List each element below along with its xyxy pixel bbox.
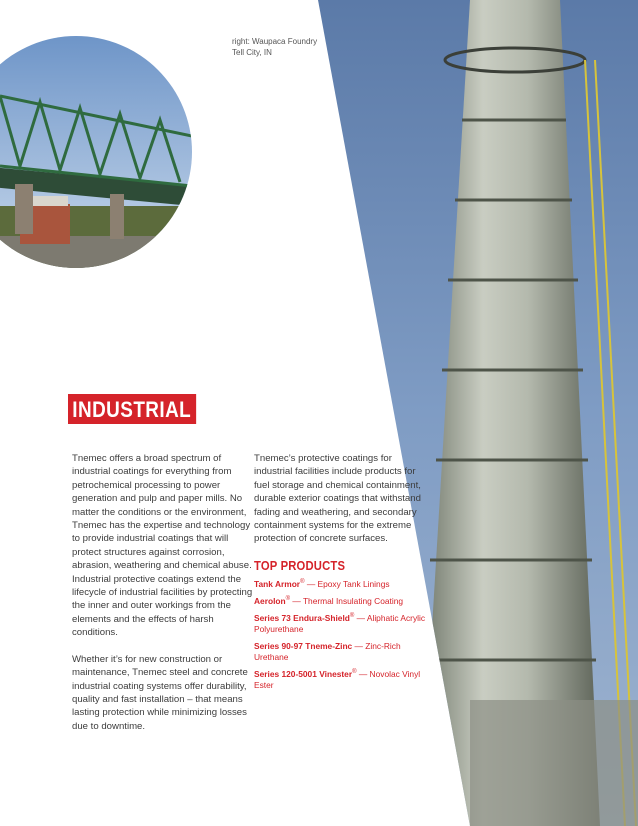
product-item: [254, 669, 430, 691]
product-desc: — Zinc-Rich Urethane: [254, 641, 401, 663]
product-item: [254, 613, 430, 635]
product-mark: ®: [300, 579, 305, 586]
product-desc: — Thermal Insulating Coating: [290, 596, 404, 607]
product-name: Aerolon: [254, 596, 286, 607]
product-mark: ®: [285, 596, 291, 603]
caption-line-2: Tell City, IN: [232, 48, 272, 57]
photo-caption: [232, 36, 317, 58]
coatings-paragraph: Tnemec’s protective coatings for industrial facilities include products for fuel storage and chemical containment, durable exterior coatings that withstand fading and weathering, and secondary containment systems for the extreme protection of concrete surfaces.: [254, 453, 421, 545]
construction-paragraph: Whether it’s for new construction or maintenance, Tnemec steel and concrete industrial coating systems offer durability, quality and fast installation – that means lasting protection while minimizing losses due to downtime.: [72, 653, 248, 732]
product-item: [254, 596, 430, 607]
product-mark: ®: [352, 669, 357, 676]
product-mark: ®: [349, 613, 355, 620]
product-desc: — Epoxy Tank Linings: [304, 579, 390, 590]
section-title: INDUSTRIAL: [68, 394, 196, 424]
body-column-left: [72, 452, 254, 733]
product-desc: — Novolac Vinyl Ester: [254, 669, 421, 691]
product-name: Series 120-5001 Vinester: [254, 669, 353, 680]
body-column-right: [254, 452, 430, 697]
product-name: Series 90-97 Tneme-Zinc: [254, 641, 353, 652]
product-desc: — Aliphatic Acrylic Polyurethane: [254, 613, 426, 635]
product-name: Series 73 Endura-Shield: [254, 613, 350, 624]
product-item: [254, 641, 430, 663]
product-name: Tank Armor: [254, 579, 301, 590]
caption-line-1: right: Waupaca Foundry: [232, 37, 318, 46]
top-products-heading: TOP PRODUCTS: [254, 558, 346, 573]
product-item: [254, 579, 430, 590]
intro-paragraph: Tnemec offers a broad spectrum of industrial coatings for everything from petrochemical processing to power generation and pulp and paper mills. No matter the conditions or the environment, Tnemec has the expertise and technology to provide industrial coatings that will protect structures against corrosion, abrasion, weathering and chemical abuse. Industrial protective coatings extend the lifecycle of industrial facilities by protecting the inner and outer workings from the elements and the effects of harsh conditions.: [72, 453, 253, 639]
